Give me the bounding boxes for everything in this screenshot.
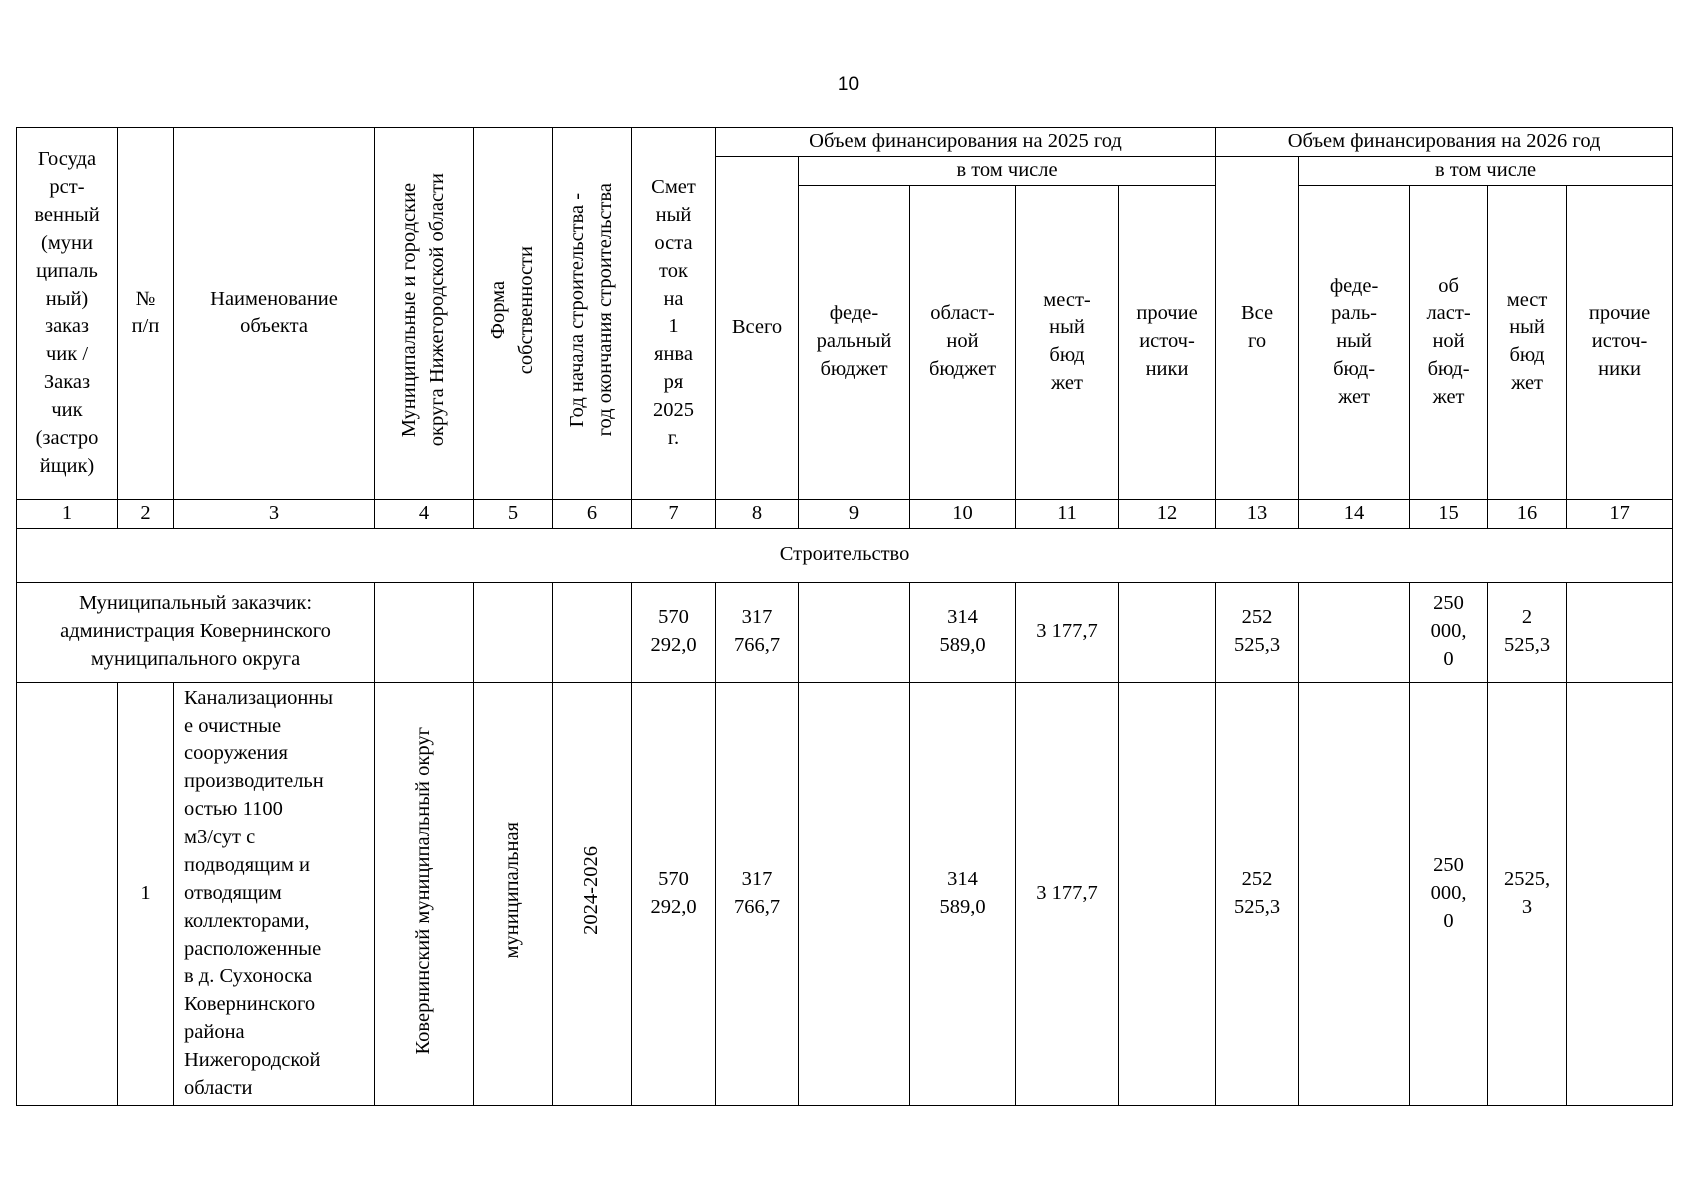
header-other-2025: прочие источ- ники [1119,185,1216,499]
column-number: 5 [474,499,553,528]
header-years: Год начала строительства - год окончания строительства [553,128,632,500]
header-including-2026: в том числе [1299,156,1673,185]
financing-table [16,127,1673,1106]
customer-regional-2025: 314 589,0 [910,582,1016,682]
object-other-2025 [1119,682,1216,1105]
customer-label: Муниципальный заказчик: администрация Ковернинского муниципального округа [17,582,375,682]
customer-total-2026: 252 525,3 [1216,582,1299,682]
header-regional-2026: об ласт- ной бюд- жет [1410,185,1488,499]
object-remaining: 570 292,0 [632,682,716,1105]
customer-federal-2025 [799,582,910,682]
header-ownership: Форма собственности [474,128,553,500]
header-including-2025: в том числе [799,156,1216,185]
object-regional-2025: 314 589,0 [910,682,1016,1105]
header-federal-2026: феде- раль- ный бюд- жет [1299,185,1410,499]
header-regional-2025: област- ной бюджет [910,185,1016,499]
column-number: 3 [174,499,375,528]
column-number: 4 [375,499,474,528]
customer-total-2025: 317 766,7 [716,582,799,682]
column-number: 6 [553,499,632,528]
section-row [17,528,1673,582]
column-number: 9 [799,499,910,528]
header-financing-2025: Объем финансирования на 2025 год [716,128,1216,157]
object-number: 1 [118,682,174,1105]
object-local-2026: 2525, 3 [1488,682,1567,1105]
column-number: 15 [1410,499,1488,528]
customer-regional-2026: 250 000, 0 [1410,582,1488,682]
column-number: 16 [1488,499,1567,528]
header-federal-2025: феде- ральный бюджет [799,185,910,499]
header-total-2026: Все го [1216,156,1299,499]
column-numbers-row [17,499,1673,528]
customer-local-2025: 3 177,7 [1016,582,1119,682]
header-other-2026: прочие источ- ники [1567,185,1673,499]
column-number: 8 [716,499,799,528]
object-local-2025: 3 177,7 [1016,682,1119,1105]
header-local-2026: мест ный бюд жет [1488,185,1567,499]
header-local-2025: мест- ный бюд жет [1016,185,1119,499]
column-number: 11 [1016,499,1119,528]
object-row [17,682,1673,1105]
page-number: 10 [837,74,860,95]
object-district: Ковернинский муниципальный округ [375,682,474,1105]
customer-local-2026: 2 525,3 [1488,582,1567,682]
column-number: 12 [1119,499,1216,528]
header-financing-2026: Объем финансирования на 2026 год [1216,128,1673,157]
customer-federal-2026 [1299,582,1410,682]
customer-ownership-cell [474,582,553,682]
customer-row [17,582,1673,682]
object-customer [17,682,118,1105]
customer-district-cell [375,582,474,682]
column-number: 1 [17,499,118,528]
section-title: Строительство [17,528,1673,582]
object-other-2026 [1567,682,1673,1105]
header-row-1 [17,128,1673,157]
column-number: 10 [910,499,1016,528]
customer-remaining: 570 292,0 [632,582,716,682]
header-number: № п/п [118,128,174,500]
customer-other-2026 [1567,582,1673,682]
object-ownership: муниципальная [474,682,553,1105]
column-number: 7 [632,499,716,528]
header-remaining: Смет ный оста ток на 1 янва ря 2025 г. [632,128,716,500]
customer-other-2025 [1119,582,1216,682]
object-years: 2024-2026 [553,682,632,1105]
object-federal-2025 [799,682,910,1105]
object-regional-2026: 250 000, 0 [1410,682,1488,1105]
header-districts: Муниципальные и городские округа Нижегородской области [375,128,474,500]
header-total-2025: Всего [716,156,799,499]
header-customer: Госуда рст- венный (муни ципаль ный) заказ чик / Заказ чик (застро йщик) [17,128,118,500]
object-total-2025: 317 766,7 [716,682,799,1105]
object-total-2026: 252 525,3 [1216,682,1299,1105]
column-number: 2 [118,499,174,528]
column-number: 17 [1567,499,1673,528]
header-object-name: Наименование объекта [174,128,375,500]
customer-years-cell [553,582,632,682]
column-number: 14 [1299,499,1410,528]
object-name: Канализационны е очистные сооружения производительн остью 1100 м3/сут с подводящим и отводящим коллекторами, расположенные в д. Сухоноска Ковернинского района Нижегородской области [174,682,375,1105]
column-number: 13 [1216,499,1299,528]
object-federal-2026 [1299,682,1410,1105]
